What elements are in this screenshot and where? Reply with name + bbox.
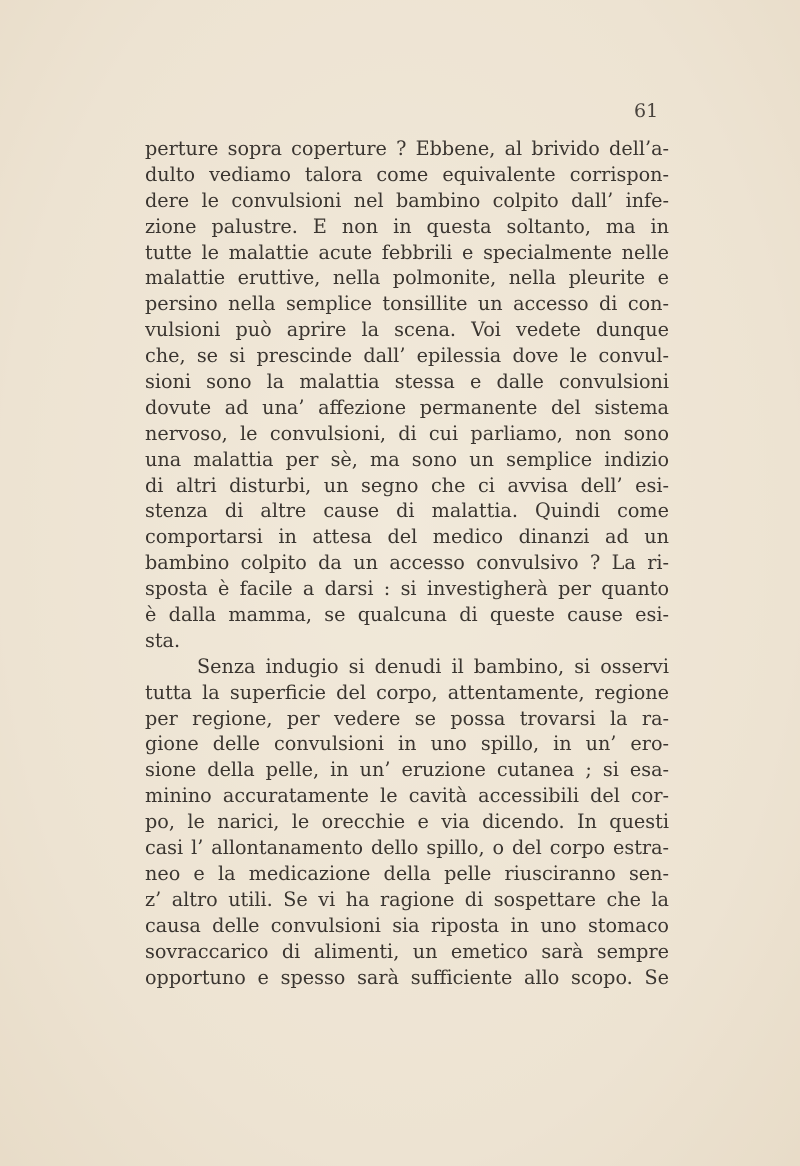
text-line: nervoso, le convulsioni, di cui parliamo, non sono	[145, 421, 669, 445]
text-line: stenza di altre cause di malattia. Quindi come	[145, 499, 669, 523]
text-line: perture sopra coperture ? Ebbene, al brivido dell’a-	[145, 137, 669, 160]
text-line: sioni sono la malattia stessa e dalle convulsioni	[145, 370, 669, 394]
text-line: di altri disturbi, un segno che ci avvisa dell’ esi-	[145, 473, 669, 497]
paragraph-start-line: Senza indugio si denudi il bambino, si osservi	[197, 654, 669, 678]
text-line: vulsioni può aprire la scena. Voi vedete dunque	[145, 318, 669, 342]
text-line: sovraccarico di alimenti, un emetico sarà sempre	[145, 939, 669, 963]
text-line: sione della pelle, in un’ eruzione cutanea ; si esa-	[145, 758, 669, 782]
text-line: minino accuratamente le cavità accessibili del cor-	[145, 784, 669, 808]
text-line: per regione, per vedere se possa trovarsi la ra-	[145, 706, 669, 730]
body-text	[145, 136, 669, 990]
text-line: comportarsi in attesa del medico dinanzi ad un	[145, 525, 669, 549]
text-line: dere le convulsioni nel bambino colpito dall’ infe-	[145, 188, 669, 212]
text-line: casi l’ allontanamento dello spillo, o del corpo estra-	[145, 836, 669, 860]
text-line: zione palustre. E non in questa soltanto, ma in	[145, 214, 669, 238]
paragraph-end-line: sta.	[145, 628, 181, 652]
text-line: dulto vediamo talora come equivalente corrispon-	[145, 162, 669, 186]
text-line: z’ altro utili. Se vi ha ragione di sospettare che la	[145, 887, 669, 911]
page-number: 61	[634, 100, 659, 122]
text-line: po, le narici, le orecchie e via dicendo. In questi	[145, 810, 669, 834]
text-line: tutte le malattie acute febbrili e specialmente nelle	[145, 240, 669, 264]
text-line: neo e la medicazione della pelle riusciranno sen-	[145, 861, 669, 885]
text-line: una malattia per sè, ma sono un semplice indizio	[145, 447, 669, 471]
text-line: persino nella semplice tonsillite un accesso di con-	[145, 292, 669, 316]
text-line: tutta la superficie del corpo, attentamente, regione	[145, 680, 669, 704]
text-line: malattie eruttive, nella polmonite, nella pleurite e	[145, 266, 669, 290]
text-line: sposta è facile a darsi : si investigherà per quanto	[145, 577, 669, 601]
text-line: causa delle convulsioni sia riposta in uno stomaco	[145, 913, 669, 937]
text-line: che, se si prescinde dall’ epilessia dove le convul-	[145, 344, 669, 368]
text-line: gione delle convulsioni in uno spillo, in un’ ero-	[145, 732, 669, 756]
text-line: è dalla mamma, se qualcuna di queste cause esi-	[145, 603, 669, 627]
text-line: opportuno e spesso sarà sufficiente allo scopo. Se	[145, 965, 669, 989]
text-line: dovute ad una’ affezione permanente del sistema	[145, 395, 669, 419]
text-line: bambino colpito da un accesso convulsivo ? La ri-	[145, 551, 669, 575]
